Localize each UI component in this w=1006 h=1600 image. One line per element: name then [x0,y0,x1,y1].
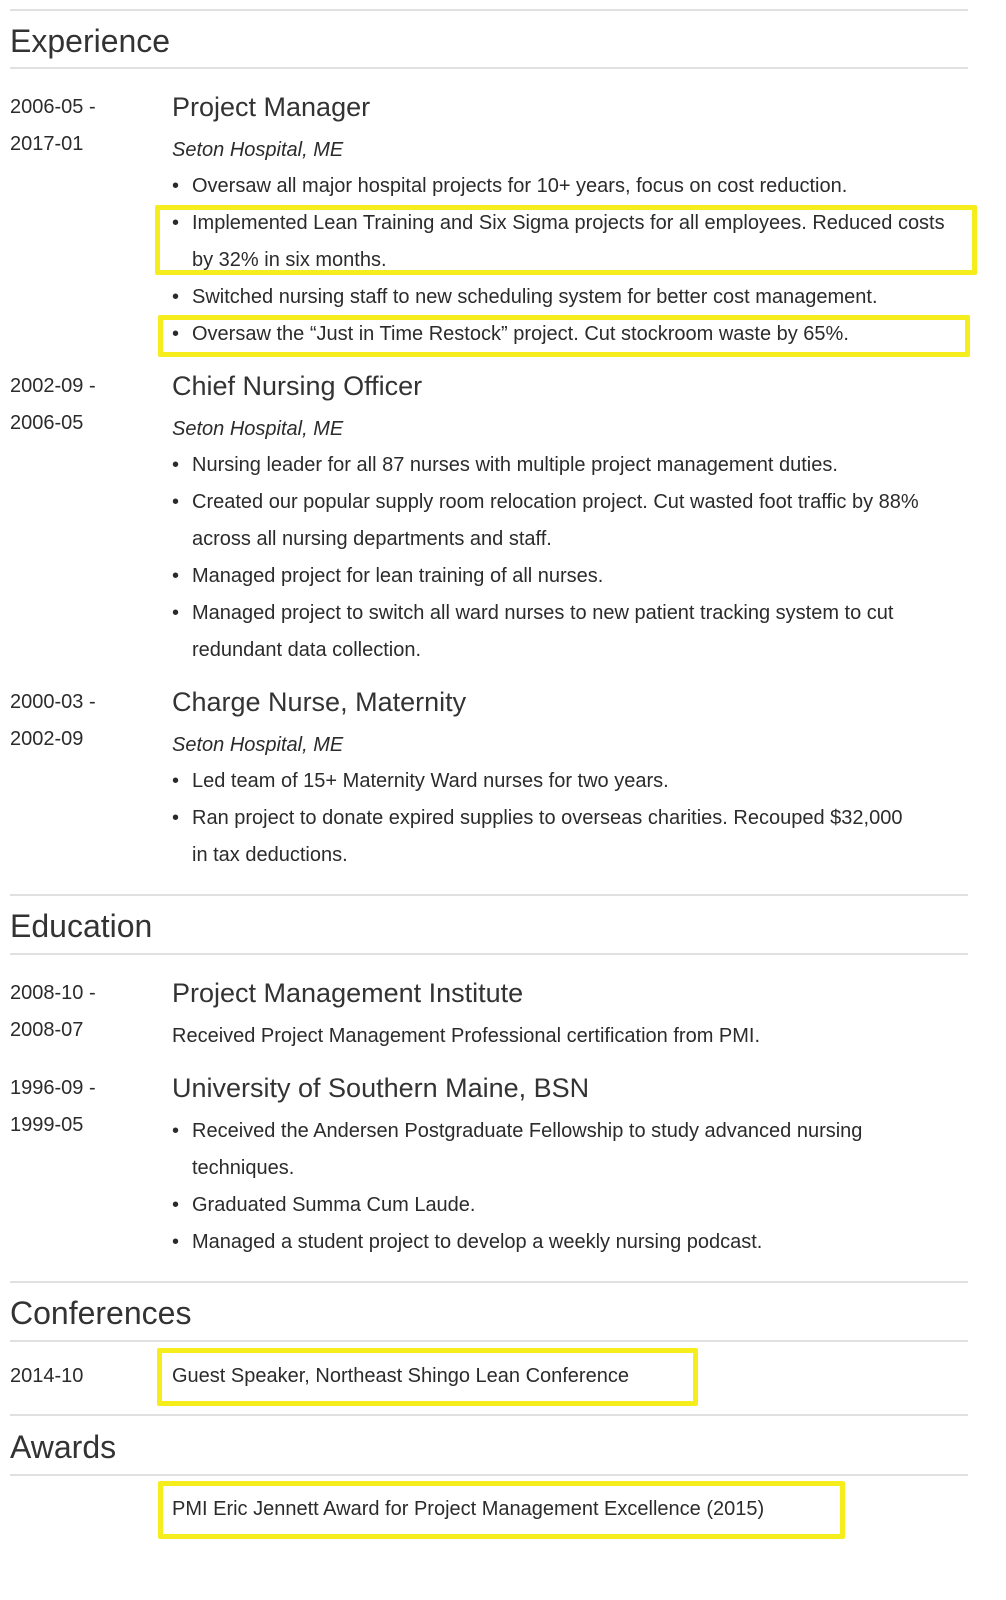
list-item: • Ran project to donate expired supplies to overseas charities. Recouped $32,000 in tax deductions. [172,800,907,874]
job-title: Charge Nurse, Maternity [172,687,467,717]
divider-awards [10,1474,968,1476]
bullet-icon: • [172,454,180,476]
divider-conferences-top [10,1281,968,1283]
bullet-icon: • [172,807,180,829]
divider-conferences [10,1340,968,1342]
divider-experience [10,67,968,69]
education-date-end: 2008-07 [10,1019,84,1041]
bullet-icon: • [172,175,180,197]
job-date-end: 2017-01 [10,133,84,155]
highlight-box [157,1348,698,1406]
list-item: • Created our popular supply room relocation project. Cut wasted foot traffic by 88% across all nursing departments and staff. [172,484,952,558]
section-title-awards: Awards [10,1429,117,1465]
job-organization: Seton Hospital, ME [172,418,344,440]
conference-text: Guest Speaker, Northeast Shingo Lean Conference [172,1365,629,1387]
job-bullet-list [172,447,967,669]
list-item: • Graduated Summa Cum Laude. [172,1187,972,1224]
list-item: • Managed a student project to develop a weekly nursing podcast. [172,1224,972,1261]
job-title: Chief Nursing Officer [172,371,423,401]
list-item: • Oversaw all major hospital projects for 10+ years, focus on cost reduction. [172,168,972,205]
education-description: Received Project Management Professional certification from PMI. [172,1025,761,1047]
bullet-icon: • [172,1194,180,1216]
list-item: • Led team of 15+ Maternity Ward nurses for two years. [172,763,972,800]
education-title: University of Southern Maine, BSN [172,1073,590,1103]
bullet-icon: • [172,565,180,587]
list-item: • Nursing leader for all 87 nurses with multiple project management duties. [172,447,967,484]
bullet-icon: • [172,1231,180,1253]
list-item: • Received the Andersen Postgraduate Fellowship to study advanced nursing techniques. [172,1113,957,1187]
education-date-start: 1996-09 - [10,1077,96,1099]
bullet-icon: • [172,602,180,624]
divider-education-top [10,894,968,896]
award-text: PMI Eric Jennett Award for Project Management Excellence (2015) [172,1498,765,1520]
section-title-education: Education [10,908,153,944]
job-date-start: 2006-05 - [10,96,96,118]
list-item: • Managed project for lean training of all nurses. [172,558,967,595]
education-date-end: 1999-05 [10,1114,84,1136]
divider-awards-top [10,1414,968,1416]
education-title: Project Management Institute [172,978,524,1008]
job-date-start: 2000-03 - [10,691,96,713]
divider-top [10,9,968,11]
job-title: Project Manager [172,92,371,122]
section-title-conferences: Conferences [10,1295,192,1331]
job-organization: Seton Hospital, ME [172,734,344,756]
list-item: • Switched nursing staff to new scheduling system for better cost management. [172,279,972,316]
list-item: • Implemented Lean Training and Six Sigma projects for all employees. Reduced costs by 32% in six months. [172,205,962,279]
conference-date: 2014-10 [10,1365,84,1387]
list-item: • Managed project to switch all ward nurses to new patient tracking system to cut redundant data collection. [172,595,987,669]
highlight-box [158,1481,845,1539]
bullet-icon: • [172,491,180,513]
bullet-icon: • [172,1120,180,1142]
education-bullet-list [172,1113,972,1261]
job-organization: Seton Hospital, ME [172,139,344,161]
section-title-experience: Experience [10,23,171,59]
education-date-start: 2008-10 - [10,982,96,1004]
divider-education [10,953,968,955]
job-bullet-list [172,763,972,874]
highlight-box [158,315,970,357]
bullet-icon: • [172,323,180,345]
job-date-end: 2006-05 [10,412,84,434]
highlight-box [155,205,977,275]
job-date-start: 2002-09 - [10,375,96,397]
list-item: • Oversaw the “Just in Time Restock” project. Cut stockroom waste by 65%. [172,316,972,353]
job-date-end: 2002-09 [10,728,84,750]
bullet-icon: • [172,212,180,234]
bullet-icon: • [172,770,180,792]
bullet-icon: • [172,286,180,308]
